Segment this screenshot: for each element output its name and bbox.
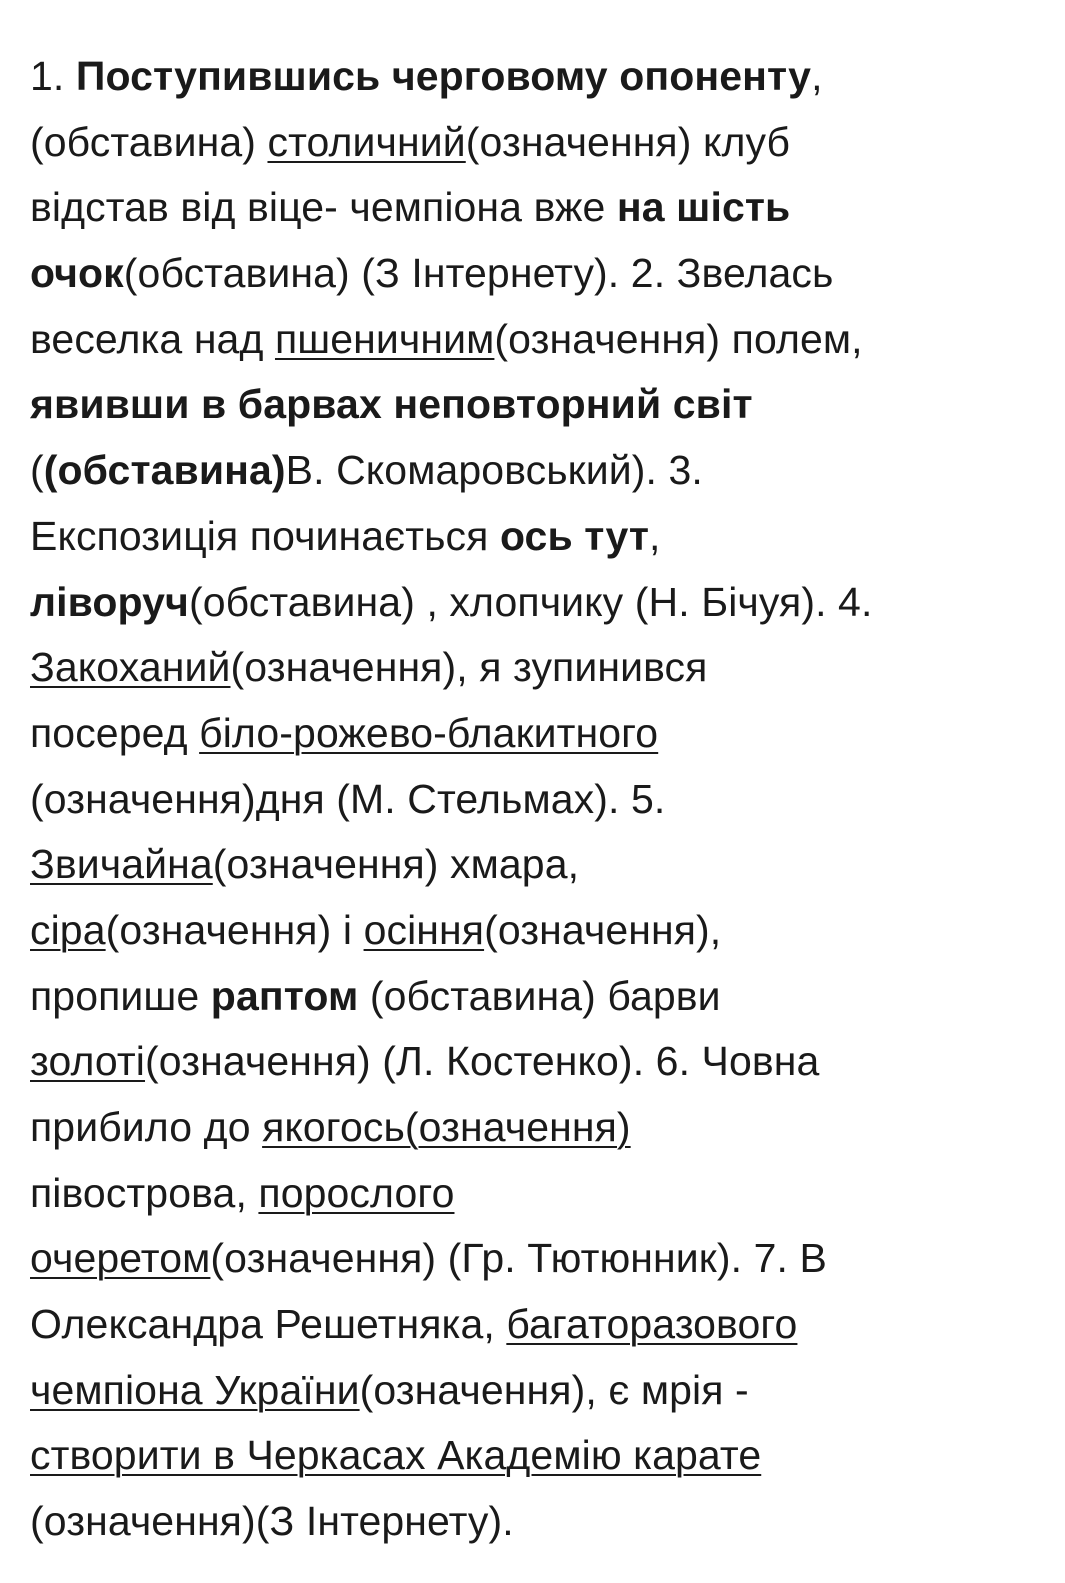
attribute-text: якогось(означення)	[262, 1104, 631, 1150]
adverbial-modifier-text: очок	[30, 250, 124, 297]
text-line-11	[30, 701, 1045, 767]
text-line-1	[30, 44, 1045, 110]
text-run: (означення) (Гр. Тютюнник). 7. В	[210, 1235, 827, 1282]
text-run: веселка над	[30, 315, 275, 362]
text-line-10	[30, 635, 1045, 701]
attribute-text: біло-рожево-блакитного	[199, 709, 659, 756]
text-run: пропише	[30, 972, 211, 1019]
text-run: (означення),	[484, 906, 722, 953]
text-line-23	[30, 1489, 1045, 1555]
attribute-text: Закоханий	[30, 644, 231, 691]
text-line-7	[30, 438, 1045, 504]
attribute-text: чемпіона України	[30, 1366, 360, 1413]
text-run: Експозиція починається	[30, 512, 500, 559]
text-line-12	[30, 767, 1045, 833]
text-run: (означення)(З Інтернету).	[30, 1498, 514, 1545]
text-run: В. Скомаровський). 3.	[285, 447, 703, 494]
attribute-text: створити в Черкасах Академію карате	[30, 1432, 762, 1479]
text-line-8	[30, 504, 1045, 570]
text-run: посеред	[30, 709, 200, 756]
text-line-5	[30, 307, 1045, 373]
attribute-text: багаторазового	[506, 1301, 798, 1348]
adverbial-modifier-text: ось тут	[499, 512, 650, 559]
adverbial-modifier-text: (обставина)	[43, 447, 286, 494]
text-run: ,	[811, 53, 823, 99]
adverbial-modifier-text: Поступившись черговому опоненту	[75, 53, 812, 99]
attribute-text: порослого	[258, 1169, 455, 1216]
text-line-14	[30, 898, 1045, 964]
text-line-13	[30, 832, 1045, 898]
text-line-18	[30, 1161, 1045, 1227]
adverbial-modifier-text: на шість	[616, 184, 791, 231]
text-run: (означення), є мрія -	[359, 1366, 749, 1413]
text-run: (означення) (Л. Костенко). 6. Човна	[145, 1038, 820, 1085]
attribute-text: сіра	[30, 906, 106, 953]
attribute-text: столичний	[267, 118, 466, 165]
text-run: (означення) полем,	[494, 315, 863, 362]
text-run: Олександра Решетняка,	[30, 1301, 507, 1348]
text-line-19	[30, 1226, 1045, 1292]
text-run: (означення) клуб	[465, 118, 791, 165]
text-run: прибило до	[30, 1104, 263, 1150]
text-run: ,	[649, 512, 661, 559]
attribute-text: осіння	[363, 906, 485, 953]
text-line-9	[30, 570, 1045, 636]
text-run: (обставина)	[30, 118, 268, 165]
text-run: півострова,	[30, 1169, 259, 1216]
text-run: 1.	[30, 53, 76, 99]
text-line-15	[30, 964, 1045, 1030]
text-line-22	[30, 1423, 1045, 1489]
text-run: (означення), я зупинився	[230, 644, 708, 691]
text-line-16	[30, 1029, 1045, 1095]
text-run: (обставина) , хлопчику (Н. Бічуя). 4.	[188, 578, 873, 625]
adverbial-modifier-text: явивши в барвах неповторний світ	[30, 381, 753, 428]
text-line-4	[30, 241, 1045, 307]
text-run: (обставина) (З Інтернету). 2. Звелась	[123, 250, 834, 297]
text-run: (означення) хмара,	[212, 841, 580, 888]
text-run: (обставина) барви	[358, 972, 721, 1019]
text-run: відстав від віце- чемпіона вже	[30, 184, 617, 231]
text-line-3	[30, 175, 1045, 241]
adverbial-modifier-text: раптом	[210, 972, 359, 1019]
text-line-17	[30, 1095, 1045, 1161]
text-line-21	[30, 1358, 1045, 1424]
text-line-2	[30, 110, 1045, 176]
text-run: (означення) і	[105, 906, 364, 953]
adverbial-modifier-text: ліворуч	[30, 578, 189, 625]
attribute-text: пшеничним	[274, 315, 495, 362]
attribute-text: очеретом	[30, 1235, 211, 1282]
text-line-20	[30, 1292, 1045, 1358]
attribute-text: золоті	[30, 1038, 146, 1085]
attribute-text: Звичайна	[30, 841, 213, 888]
text-run: (означення)дня (М. Стельмах). 5.	[30, 775, 666, 822]
text-run: (	[30, 447, 44, 494]
text-line-6	[30, 372, 1045, 438]
